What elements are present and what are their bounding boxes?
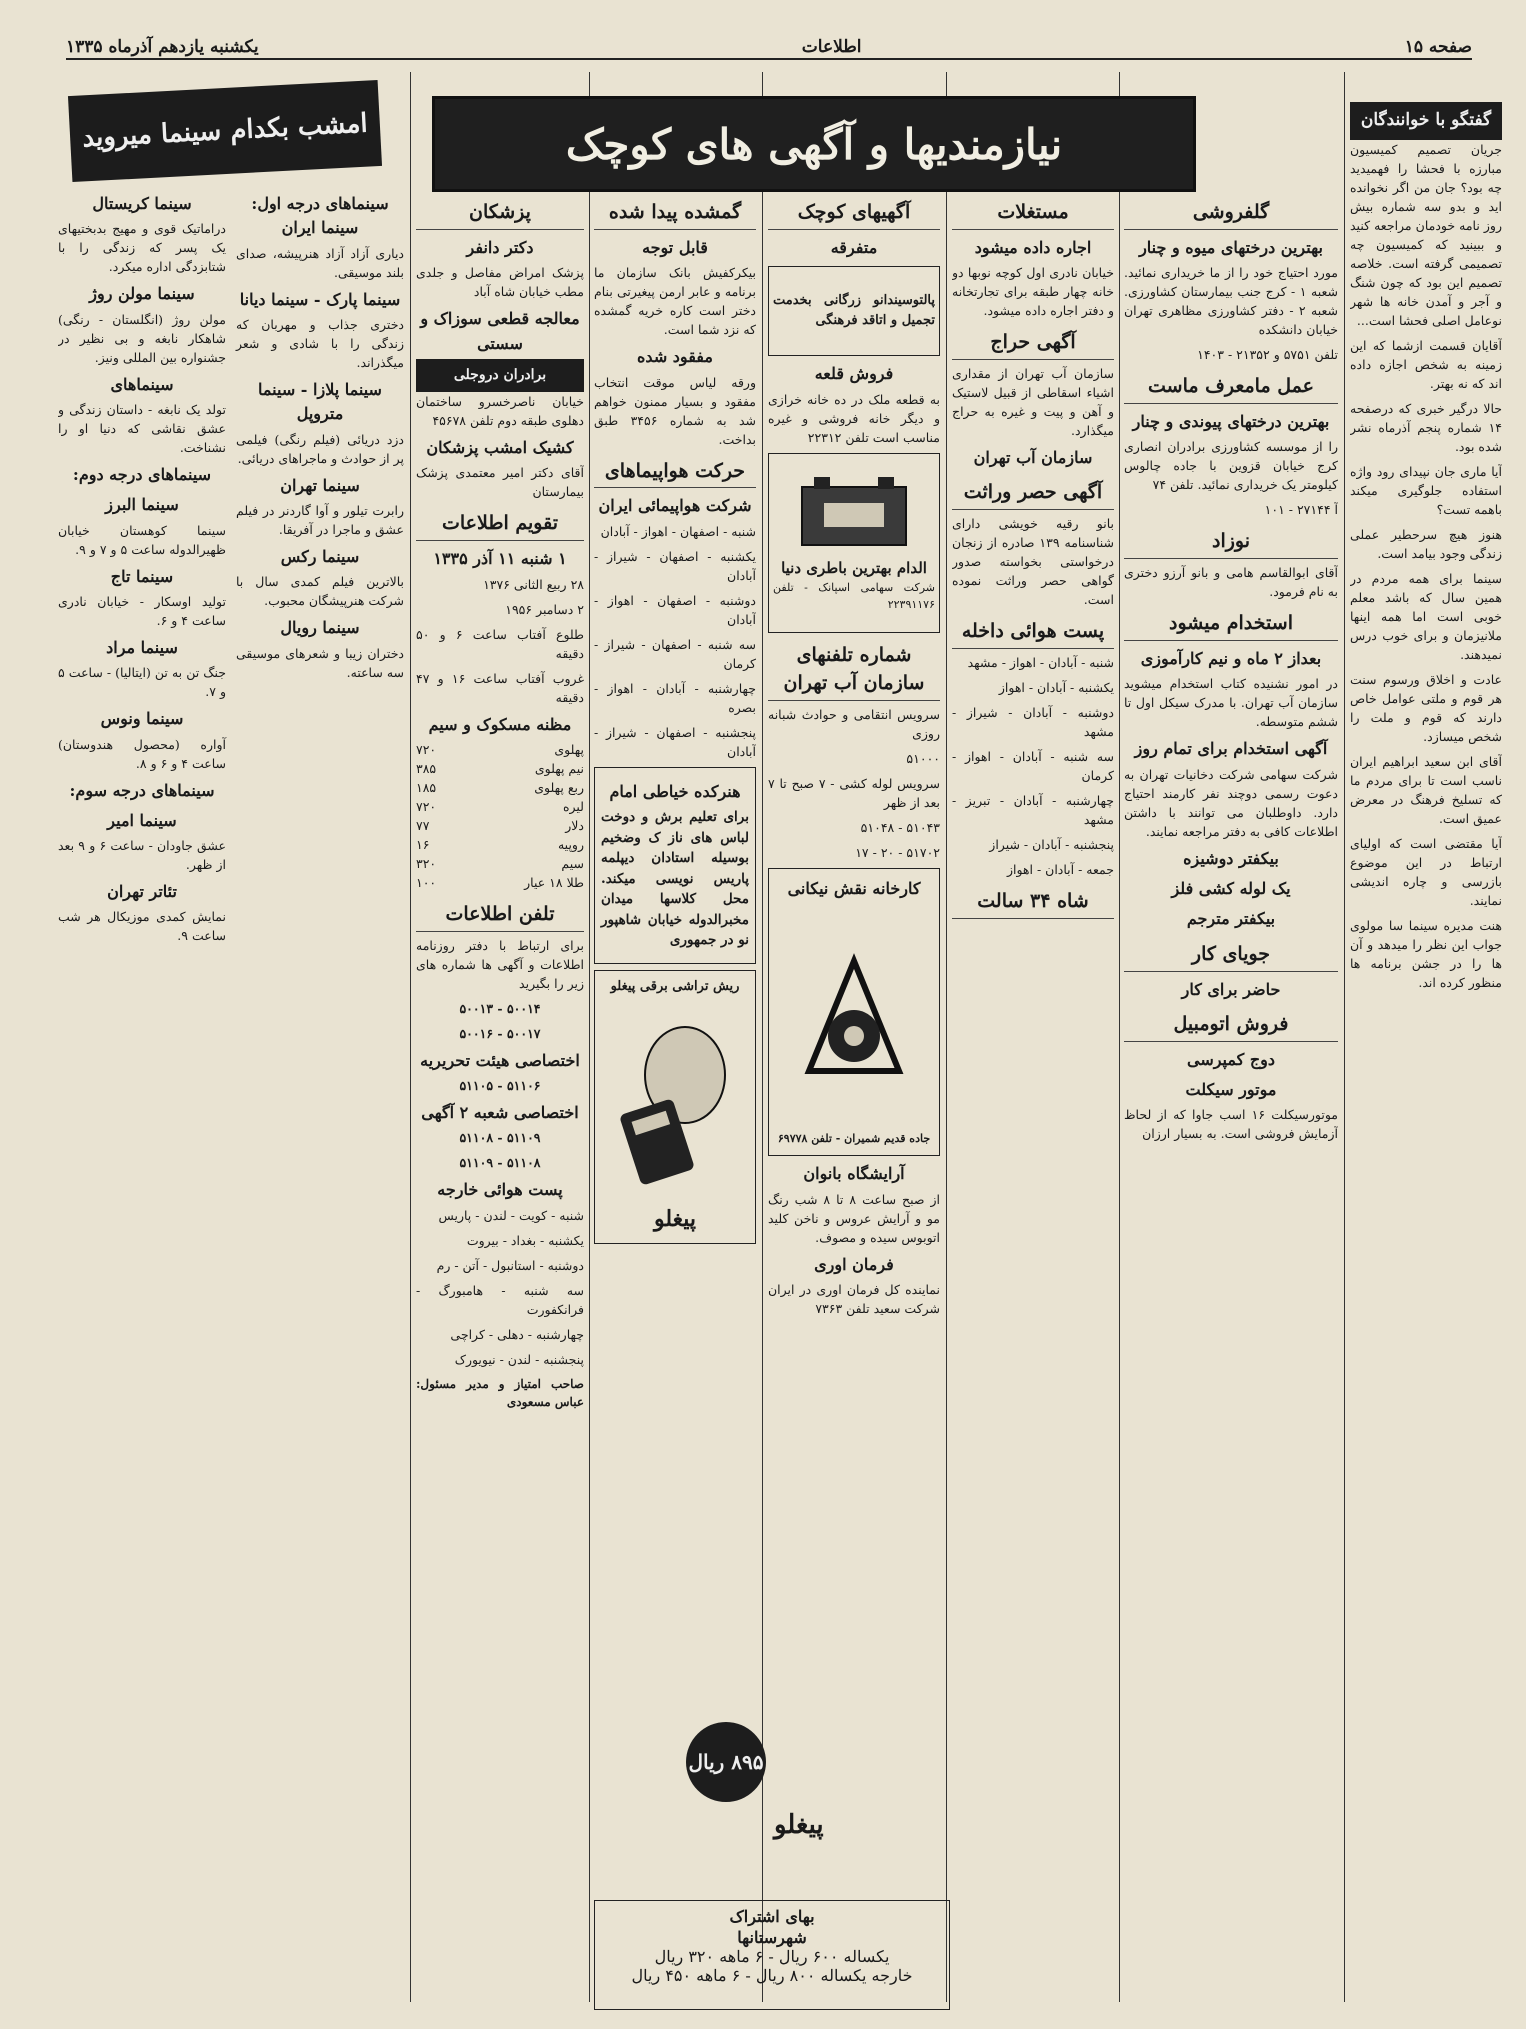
readers-paragraph: سینما برای همه مردم در همین سال که باشد معلم خوبی است اما همه اینها ملانیزمان و برای خوب درس نمیدهند. xyxy=(1350,570,1502,662)
tehran-title: سینما تهران xyxy=(280,475,360,495)
kashik-title: کشیک امشب پزشکان xyxy=(426,438,574,458)
abtehran-line: سرویس انتقامی و حوادث شبانه روزی xyxy=(768,707,940,742)
maslak-row: سیم ۳۲۰ xyxy=(416,855,584,871)
farmanavri-text: نماینده کل فرمان اوری در ایران شرکت سعید تلفن ۷۳۶۳ xyxy=(768,1281,940,1316)
baradar-text: خیابان ناصرخسرو ساختمان دهلوی طبقه دوم تلفن ۴۵۶۷۸ xyxy=(416,394,584,429)
park-title: سینما پارک - سینما دیانا xyxy=(239,289,401,309)
ghabel-title: قابل توجه xyxy=(642,237,708,257)
cinema-subcol-right xyxy=(236,186,404,951)
mafghud-text: ورقه لیاس موقت انتخاب مفقود و بسیار ممنون خواهم شد به شماره ۳۴۵۶ طبق بداخت. xyxy=(594,374,756,447)
hazer-title: حاضر برای کار xyxy=(1181,979,1281,999)
iran-title: شرکت هواپیمائی ایران xyxy=(598,496,752,516)
newspaper-name: اطلاعات xyxy=(801,37,862,57)
estekhdam-sub: بعداز ۲ ماه و نیم کارآموزی xyxy=(1140,649,1322,669)
foroush-ghaleh: فروش قلعه xyxy=(814,364,894,384)
gol-text: مورد احتیاج خود را از ما خریداری نمائید. شعبه ۱ - کرج جنب بیمارستان کشاورزی. شعبه ۲ - دفتر کشاورزی مظاهری تهران خیابان دانشکده xyxy=(1124,265,1338,338)
maslak-row: روپیه ۱۶ xyxy=(416,836,584,852)
readers-paragraph: هنت مدیره سینما سا مولوی جواب این نظر را میدهد و آن ها را در جشن برنامه ها منظور کرده اند. xyxy=(1350,917,1502,990)
harekat-line: یکشنبه - اصفهان - شیراز - آبادان xyxy=(594,548,756,583)
post-line: شنبه - آبادان - اهواز - مشهد xyxy=(967,655,1114,671)
estekhdam-title: استخدام میشود xyxy=(1124,609,1338,641)
post-line: پنجشنبه - آبادان - شیراز xyxy=(989,837,1114,853)
khareje-line: یکشنبه - بغداد - بیروت xyxy=(466,1232,584,1248)
pezeshkan-title: پزشکان xyxy=(416,198,584,230)
readers-paragraph: آیا ماری جان نپیدای رود واژه استفاده جلوگیری میکند باهمه تست؟ xyxy=(1350,463,1502,517)
harekat-line: سه شنبه - اصفهان - شیراز - کرمان xyxy=(594,636,756,671)
amal-title: عمل مامعرف ماست xyxy=(1124,372,1338,404)
pigeon-caption: پیغلو xyxy=(774,1810,824,1840)
ghabel-text: بیکرکفیش بانک سازمان ما برنامه و عابر ارمن پیغیرتی بنام دختر است کاره خریه گمشده که نزد شما است. xyxy=(594,265,756,338)
harekat-line: پنجشنبه - اصفهان - شیراز - آبادان xyxy=(594,724,756,759)
khareje-line: سه شنبه - هامبورگ - فرانکفورت xyxy=(416,1282,584,1317)
cristal-title: سینما کریستال xyxy=(92,194,192,213)
estekhdam2-text: شرکت سهامی شرکت دخانیات تهران به دعوت رسمی دوچند نفر کارمند احتیاج دارد. داوطلبان می توانند با داشتن اطلاعات کافی به دفتر مراجعه نمایند. xyxy=(1124,766,1338,839)
hay-title: سینماهای xyxy=(110,374,174,394)
darje3-title: سینماهای درجه سوم: xyxy=(69,780,215,800)
ejare-text: خیابان نادری اول کوچه نوبها دو خانه چهار طبقه برای تجارتخانه و دفتر اجاره داده میشود. xyxy=(952,265,1114,319)
harekat-line: دوشنبه - اصفهان - اهواز - آبادان xyxy=(594,592,756,627)
readers-title: گفتگو با خوانندگان xyxy=(1350,102,1502,140)
darje2-title: سینماهای درجه دوم: xyxy=(72,464,212,484)
hay-text: تولد یک نابغه - داستان زندگی و عشق نقاشی که دنیا او را نشناخت. xyxy=(58,401,226,455)
post-line: جمعه - آبادان - اهواز xyxy=(1006,862,1114,878)
battery-sub: شرکت سهامی اسپانک - تلفن ۲۲۳۹۱۱۷۶ xyxy=(773,581,935,611)
taj-text: تولید اوسکار - خیابان نادری ساعت ۴ و ۶. xyxy=(58,593,226,628)
maslak-row: دلار ۷۷ xyxy=(416,817,584,833)
venus-title: سینما ونوس xyxy=(100,709,184,729)
page-number: صفحه ۱۵ xyxy=(1404,37,1472,57)
shoba-line: ۵۱۱۰۹ - ۵۱۱۰۸ xyxy=(459,1130,541,1146)
nozad-text: آقای ابوالقاسم هامی و بانو آرزو دختری به نام فرمود. xyxy=(1124,565,1338,600)
shaver-ad xyxy=(594,970,756,1244)
foroush-text: به قطعه ملک در ده خانه خرازی و دیگر خانه فروشی و غیره مناسب است تلفن ۲۲۳۱۲ xyxy=(768,391,940,445)
post-line: یکشنبه - آبادان - اهواز xyxy=(998,680,1114,696)
ejare-title: اجاره داده میشود xyxy=(974,237,1092,257)
telefon-text: برای ارتباط با دفتر روزنامه اطلاعات و آگهی ها شماره های زیر را بگیرید xyxy=(416,937,584,991)
taghvim-date: ۱ شنبه ۱۱ آذر ۱۳۳۵ xyxy=(433,549,567,569)
yek-title: یک لوله کشی فلز xyxy=(1171,879,1291,899)
khareje-line: چهارشنبه - دهلی - کراچی xyxy=(450,1326,584,1342)
khansar-text: بانو رقیه خویشی دارای شناسنامه ۱۳۹ صادره از زنجان درخواستی بخواسته صدور گواهی حصر وراثت نموده است. xyxy=(952,516,1114,608)
venus-text: آواره (محصول هندوستان) ساعت ۴ و ۶ و ۸. xyxy=(58,736,226,771)
eshterak-line: خارجه یکساله ۸۰۰ ریال - ۶ ماهه ۴۵۰ ریال xyxy=(631,1966,913,1985)
mafghud-title: مفقود شده xyxy=(637,347,713,367)
metropole-title: سینما پلازا - سینما متروپل xyxy=(258,379,382,424)
readers-paragraph: جریان تصمیم کمیسیون مبارزه با فحشا را فهمیدید چه بود؟ جان من اگر نخوانده اید و بدو سه شماره بیش روز نامه خودمان مراجعه کنید و ببینید که کمیسیون چه تصمیمی گرفته است. خلاصه تصمیم این بود که چون شنگ و آجر و آمدن خانه ها شهر نوعامل اصلی فحشا است... xyxy=(1350,141,1502,328)
maslak-row: پهلوی ۷۲۰ xyxy=(416,741,584,757)
morad-text: جنگ تن به تن (ایتالیا) - ساعت ۵ و ۷. xyxy=(58,665,226,700)
darje1-title: سینماهای درجه اول: سینما ایران xyxy=(251,194,389,238)
taghvim-line: ۲۸ ربیع الثانی ۱۳۷۶ xyxy=(483,576,584,592)
raks-title: سینما رکس xyxy=(280,546,360,566)
eshterak-line: یکساله ۶۰۰ ریال - ۶ ماهه ۳۲۰ ریال xyxy=(654,1947,890,1966)
khareje-line: پنجشنبه - لندن - نیویورک xyxy=(454,1351,584,1367)
cinema-two-columns xyxy=(58,186,404,951)
date-line: یکشنبه یازدهم آذرماه ۱۳۳۵ xyxy=(66,37,259,57)
eshterak-title: بهای اشتراک xyxy=(729,1907,815,1926)
abtehran-line: سرویس لوله کشی - ۷ صبح تا ۷ بعد از ظهر xyxy=(768,776,940,811)
baradar-title: برادران دروجلی xyxy=(416,359,584,392)
classifieds-headline: نیازمندیها و آگهی های کوچک xyxy=(432,96,1196,192)
ads-column-kochak xyxy=(768,190,940,2002)
shah-title: شاه ۳۴ سالت xyxy=(952,887,1114,919)
cristal-text: دراماتیک قوی و مهیج بدبختیهای یک پسر که زندگی را با شتابزدگی اداره میکرد. xyxy=(58,221,226,275)
amir-title: سینما امیر xyxy=(107,810,177,830)
post-line: دوشنبه - آبادان - شیراز - مشهد xyxy=(952,705,1114,740)
maslak-row: لیره ۷۲۰ xyxy=(416,798,584,814)
metropole-text: دزد دریائی (فیلم رنگی) فیلمی پر از حوادث و ماجراهای دریائی. xyxy=(236,431,404,466)
machine-caption: جاده قدیم شمیران - تلفن ۶۹۷۷۸ xyxy=(777,1131,931,1145)
eshterak-box xyxy=(594,1900,950,2010)
amal-code: آ ۲۷۱۴۴ - ۱۰۱ xyxy=(1264,502,1338,518)
ads-column-gol xyxy=(1124,190,1338,2002)
vertical-text-ad: پالتوسیندانو زرگانی بخدمت تجمیل و اتاقد فرهنگی xyxy=(768,266,940,356)
ads-column-mostaghelat xyxy=(952,190,1114,2002)
harekat-line: چهارشنبه - آبادان - اهواز - بصره xyxy=(594,680,756,715)
amal-sub: بهترین درختهای پیوندی و چنار xyxy=(1132,412,1330,432)
column-rule xyxy=(762,72,763,2002)
telefon-title: تلفن اطلاعات xyxy=(416,900,584,932)
honar-ad xyxy=(594,767,756,964)
moulenrouge-title: سینما مولن روژ xyxy=(89,284,195,304)
abtehran-title: شماره تلفنهای سازمان آب تهران xyxy=(768,641,940,702)
machine-icon xyxy=(789,941,919,1091)
readers-column xyxy=(1350,72,1502,2002)
dodge-title: دوج کمپرسی xyxy=(1186,1049,1275,1069)
column-rule xyxy=(1119,72,1120,2002)
moto-text: موتورسیکلت ۱۶ اسب جاوا که از لحاظ آزمایش فروشی است. به بسیار ارزان xyxy=(1124,1107,1338,1142)
taj-title: سینما تاج xyxy=(110,566,174,586)
khareje-line: دوشنبه - استانبول - آتن - رم xyxy=(436,1257,584,1273)
kochak-sub: متفرقه xyxy=(830,237,878,257)
cinema-column xyxy=(58,186,404,2002)
readers-paragraph: آقای ابن سعید ابراهیم ایران ناسب است تا برای مردم ما که تسلیخ فرهنگ در معرض عمیق است. xyxy=(1350,753,1502,826)
column-rule xyxy=(589,72,590,2002)
fanni-caption: صاحب امتیاز و مدیر مسئول: عباس مسعودی xyxy=(416,1376,584,1409)
abtehran-line: ۵۱۰۴۳ - ۵۱۰۴۸ xyxy=(860,820,940,836)
gol-sub: بهترین درختهای میوه و چنار xyxy=(1139,237,1323,257)
maslak-row: طلا ۱۸ عیار ۱۰۰ xyxy=(416,874,584,890)
doctor-text: پزشک امراض مفاصل و جلدی مطب خیابان شاه آباد xyxy=(416,265,584,300)
shaver-icon xyxy=(605,1015,745,1185)
cinema-subcol-left xyxy=(58,186,226,951)
post-line: سه شنبه - آبادان - اهواز - کرمان xyxy=(952,749,1114,784)
battery-caption: الدام بهترین باطری دنیا xyxy=(781,559,927,578)
harraj-title: آگهی حراج xyxy=(952,328,1114,360)
ekhtesasi-title: اختصاصی هیئت تحریریه xyxy=(420,1050,580,1070)
khareje-title: پست هوائی خارجه xyxy=(437,1180,563,1200)
karkhane-title: کارخانه نقش نیکانی xyxy=(787,879,921,899)
taghvim-line: طلوع آفتاب ساعت ۶ و ۵۰ دقیقه xyxy=(416,626,584,661)
estekhdam-text: در امور نشنیده کتاب استخدام میشوید سازمان آب تهران. با مدرک سیکل اول تا ششم متوسطه. xyxy=(1124,676,1338,730)
kashik-text: آقای دکتر امیر معتمدی پزشک بیمارستان xyxy=(416,465,584,500)
morad-title: سینما مراد xyxy=(106,637,178,657)
karkhane-ad xyxy=(768,868,940,1156)
shoba-title: اختصاصی شعبه ۲ آگهی xyxy=(421,1103,579,1123)
abhesar-title: سازمان آب تهران xyxy=(973,448,1093,468)
abtehran-line: ۵۱۷۰۲ - ۲۰ - ۱۷ xyxy=(855,845,940,861)
darje1-text: دیاری آزاد آزاد هنرپیشه، صدای بلند موسیقی. xyxy=(236,245,404,280)
newspaper-page xyxy=(14,10,1512,2020)
honar-title: هنرکده خیاطی امام xyxy=(609,781,741,801)
shoba-line: ۵۱۱۰۸ - ۵۱۱۰۹ xyxy=(459,1155,541,1171)
harekat-line: شنبه - اصفهان - اهواز - آبادان xyxy=(600,523,756,539)
mostaghelat-title: مستغلات xyxy=(952,198,1114,230)
gomshode-title: گمشده پیدا شده xyxy=(594,198,756,230)
column-rule xyxy=(410,72,411,2002)
harekat-title: حرکت هواپیماهای xyxy=(594,457,756,489)
readers-paragraph: حالا درگیر خبری که درصفحه ۱۴ شماره پنجم آذرماه نشر شده بود. xyxy=(1350,400,1502,454)
arayeshgah-text: از صبح ساعت ۸ تا ۸ شب رنگ مو و آرایش عروس و ناخن کلید اتوبوس سیده و مصوف. xyxy=(768,1191,940,1245)
telefon-line: ۵۰۰۱۴ - ۵۰۰۱۳ xyxy=(459,1000,541,1016)
gol-title: گلفروشی xyxy=(1124,198,1338,230)
harraj-text: سازمان آب تهران از مقداری اشیاء اسقاطی از قبیل لاستیک و آهن و پیت و غیره به حراج میگذارد. xyxy=(952,366,1114,439)
khansar-title: آگهی حصر وراثت xyxy=(952,478,1114,510)
taghvim-line: ۲ دسامبر ۱۹۵۶ xyxy=(505,601,584,617)
post-title: پست هوائی داخله xyxy=(952,617,1114,649)
readers-paragraph: عادت و اخلاق ورسوم سنت هر قوم و ملتی عوامل خاص دارند که قوم و ملت را شخص میسازد. xyxy=(1350,671,1502,744)
taghvim-title: تقویم اطلاعات xyxy=(416,509,584,541)
teatr-text: نمایش کمدی موزیکال هر شب ساعت ۹. xyxy=(58,909,226,944)
khareje-line: شنبه - کویت - لندن - پاریس xyxy=(438,1207,584,1223)
moulenrouge-text: مولن روژ (انگلستان - رنگی) شاهکار نابغه و بی نظیر در جشنواره بین المللی ونیز. xyxy=(58,311,226,365)
jooyay-title: جویای کار xyxy=(1124,940,1338,972)
royal-text: دختران زیبا و شعرهای موسیقی سه ساعته. xyxy=(236,645,404,680)
amir-text: عشق جاودان - ساعت ۶ و ۹ بعد از ظهر. xyxy=(58,838,227,873)
rezerv-caption: ریش تراشی برقی پیغلو xyxy=(610,978,740,994)
readers-paragraph: هنوز هیچ سرحطیر عملی زندگی وجود بیامد است. xyxy=(1350,526,1502,561)
gol-phone: تلفن ۵۷۵۱ و ۲۱۳۵۲ - ۱۴۰۳ xyxy=(1197,347,1338,363)
estekhdam2-title: آگهی استخدام برای تمام روز xyxy=(1134,739,1328,759)
park-text: دختری جذاب و مهربان که زندگی را با شادی و شعر میگذراند. xyxy=(236,316,404,370)
column-rule xyxy=(946,72,947,2002)
readers-paragraph: آیا مقتضی است که اولیای ارتباط در این موضوع بازرسی و چاره اندیشی نمایند. xyxy=(1350,835,1502,908)
cinema-banner: امشب بکدام سینما میروید xyxy=(68,80,382,182)
ads-column-gomshode xyxy=(594,190,756,2002)
moto-title: موتور سیکلت xyxy=(1185,1080,1277,1100)
pigeon-brand: پیغلو xyxy=(653,1206,697,1233)
honar-text: برای تعلیم برش و دوخت لباس های ناز ک وضخیم بوسیله استادان دیپلمه پاریس نویسی میکند. محل کلاسها میدان مخبرالدوله خیابان شاهپور نو در جمهوری xyxy=(601,809,749,949)
arayeshgah-title: آرایشگاه بانوان xyxy=(803,1164,905,1184)
maslak-row: نیم پهلوی ۳۸۵ xyxy=(416,760,584,776)
amal-text: را از موسسه کشاورزی برادران انصاری کرج خیابان قزوین با جاده چالوس کیلومتر یک خریداری نمائید. تلفن ۷۴ xyxy=(1124,439,1338,493)
taghvim-line: غروب آفتاب ساعت ۱۶ و ۴۷ دقیقه xyxy=(416,670,584,705)
raks-text: بالاترین فیلم کمدی سال با شرکت هنرپیشگان محبوب. xyxy=(236,574,404,609)
ads-column-pezeshkan xyxy=(416,190,584,2002)
alborz-title: سینما البرز xyxy=(105,495,179,515)
dokhtar-title: بیکفتر دوشیزه xyxy=(1183,848,1279,868)
royal-title: سینما رویال xyxy=(280,618,360,638)
maslak-title: مظنه مسکوک و سیم xyxy=(428,714,572,734)
maslak-row: ربع پهلوی ۱۸۵ xyxy=(416,779,584,795)
nozad-title: نوزاد xyxy=(1124,527,1338,559)
doctor-name: دکتر دانفر xyxy=(466,237,534,257)
daftar-title: بیکفتر مترجم xyxy=(1186,909,1276,929)
ekhtesasi-phone: ۵۱۱۰۶ - ۵۱۱۰۵ xyxy=(459,1078,541,1094)
abtehran-line: ۵۱۰۰۰ xyxy=(906,751,940,767)
alborz-text: سینما کوهستان خیابان ظهیرالدوله ساعت ۵ و ۷ و ۹. xyxy=(58,522,226,557)
farmanavri-title: فرمان اوری xyxy=(814,1254,894,1274)
teatr-title: تئاتر تهران xyxy=(107,882,177,902)
battery-icon xyxy=(794,471,914,551)
page-header xyxy=(66,36,1472,60)
kochak-title: آگهیهای کوچک xyxy=(768,198,940,230)
foroush-auto-title: فروش اتومبیل xyxy=(1124,1010,1338,1042)
post-line: چهارشنبه - آبادان - تبریز - مشهد xyxy=(952,793,1114,828)
telefon-line: ۵۰۰۱۷ - ۵۰۰۱۶ xyxy=(459,1025,541,1041)
price-badge: ۸۹۵ ریال xyxy=(686,1722,766,1802)
battery-ad xyxy=(768,453,940,633)
eshterak-sub: شهرستانها xyxy=(737,1928,807,1947)
moalej-title: معالجه قطعی سوزاک و سستی xyxy=(420,309,580,353)
readers-paragraph: آقایان قسمت ازشما که این زمینه به شخص اجازه داده اند که نه بهتر. xyxy=(1350,337,1502,391)
column-rule xyxy=(1344,72,1345,2002)
tehran-text: رابرت تیلور و آوا گاردنر در فیلم عشق و ماجرا در آفریقا. xyxy=(236,502,404,537)
